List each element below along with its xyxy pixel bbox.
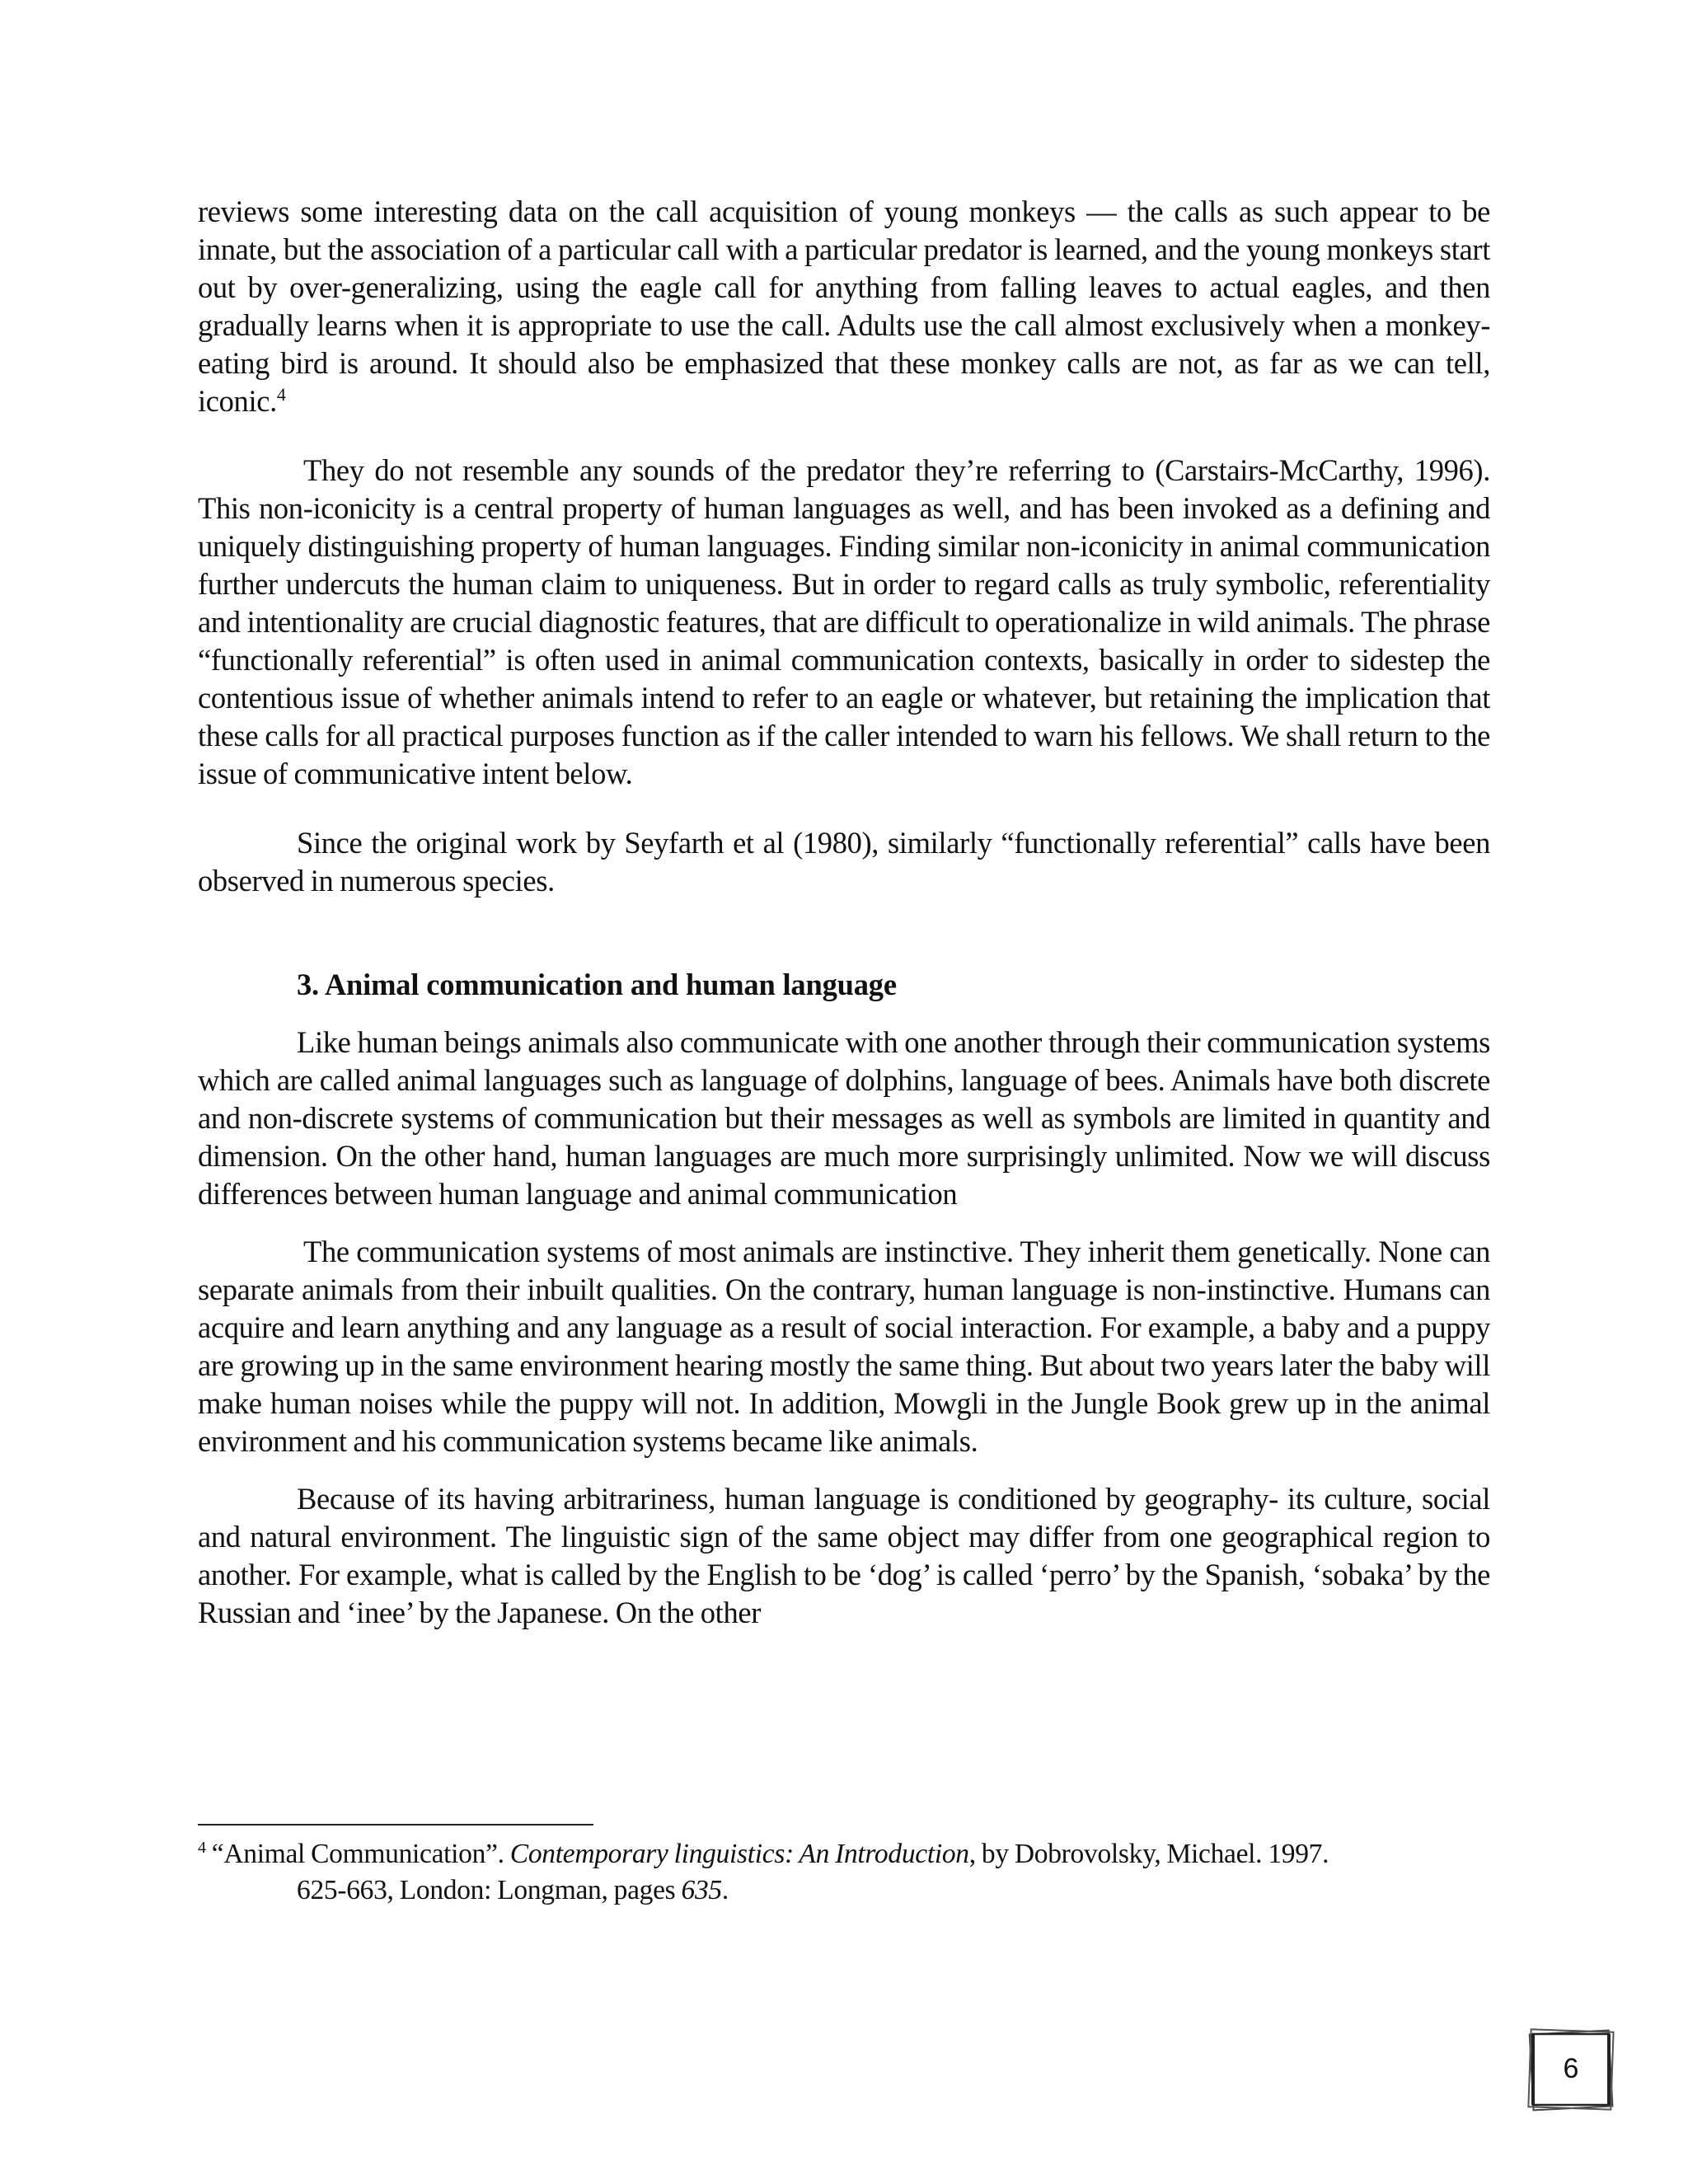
- paragraph-4: Like human beings animals also communicate with one another through their communication systems which are called animal languages such as language of dolphins, language of bees. Animals have both discrete and non-discrete systems of communication but their messages as well as symbols are limited in quantity and dimension. On the other hand, human languages are much more surprisingly unlimited. Now we will discuss differences between human language and animal communication: [198, 1025, 1490, 1211]
- paragraph-3: Since the original work by Seyfarth et al (1980), similarly “functionally referential” calls have been observed in numerous species.: [198, 826, 1490, 898]
- paragraph-6: Because of its having arbitrariness, human language is conditioned by geography- its culture, social and natural environment. The linguistic sign of the same object may differ from one geographical region to another. For example, what is called by the English to be ‘dog’ is called ‘perro’ by the Spanish, ‘sobaka’ by the Russian and ‘inee’ by the Japanese. On the other: [198, 1482, 1490, 1629]
- footnote-reference-4[interactable]: 4: [276, 383, 286, 405]
- footnote-title: Contemporary linguistics: An Introduction: [509, 1839, 969, 1869]
- footnote-marker: 4: [198, 1838, 206, 1857]
- footnote-pages: 635: [681, 1875, 722, 1905]
- paragraph-1-text: reviews some interesting data on the call acquisition of young monkeys — the calls as such appear to be innate, but the association of a particular call with a particular predator is learned, and the young monkeys start out by over-generalizing, using the eagle call for anything from falling leaves to actual eagles, and then gradually learns when it is appropriate to use the call. Adults use the call almost exclusively when a monkey-eating bird is around. It should also be emphasized that these monkey calls are not, as far as we can tell, iconic.: [198, 194, 1490, 418]
- footnote-rest: , by Dobrovolsky, Michael. 1997.: [968, 1839, 1329, 1869]
- footnote-4: [198, 1836, 1490, 1909]
- footnote-line-1: [198, 1839, 1329, 1869]
- footnote-line-2-text: 625-663, London: Longman, pages: [297, 1875, 682, 1905]
- body-text: [198, 193, 1490, 1632]
- page-number-box: [1522, 2021, 1620, 2116]
- footnote-line-2: [198, 1872, 1490, 1909]
- section-heading: 3. Animal communication and human language: [297, 968, 897, 1001]
- paragraph-1: [198, 193, 1490, 420]
- footnote-separator: [198, 1824, 593, 1825]
- paragraph-2: They do not resemble any sounds of the predator they’re referring to (Carstairs-McCarthy, 1996). This non-iconicity is a central property of human languages as well, and has been invoked as a defining and uniquely distinguishing property of human languages. Finding similar non-iconicity in animal communication further undercuts the human claim to uniqueness. But in order to regard calls as truly symbolic, referentiality and intentionality are crucial diagnostic features, that are difficult to operationalize in wild animals. The phrase “functionally referential” is often used in animal communication contexts, basically in order to sidestep the contentious issue of whether animals intend to refer to an eagle or whatever, but retaining the implication that these calls for all practical purposes function as if the caller intended to warn his fellows. We shall return to the issue of communicative intent below.: [198, 453, 1490, 790]
- footnote-line-2-end: .: [721, 1875, 729, 1905]
- paragraph-5: The communication systems of most animals are instinctive. They inherit them genetically. None can separate animals from their inbuilt qualities. On the contrary, human language is non-instinctive. Humans can acquire and learn anything and any language as a result of social interaction. For example, a baby and a puppy are growing up in the same environment hearing mostly the same thing. But about two years later the baby will make human noises while the puppy will not. In addition, Mowgli in the Jungle Book grew up in the animal environment and his communication systems became like animals.: [198, 1235, 1490, 1458]
- page-number: 6: [1563, 2052, 1579, 2084]
- footnote-lead: “Animal Communication”.: [205, 1839, 510, 1869]
